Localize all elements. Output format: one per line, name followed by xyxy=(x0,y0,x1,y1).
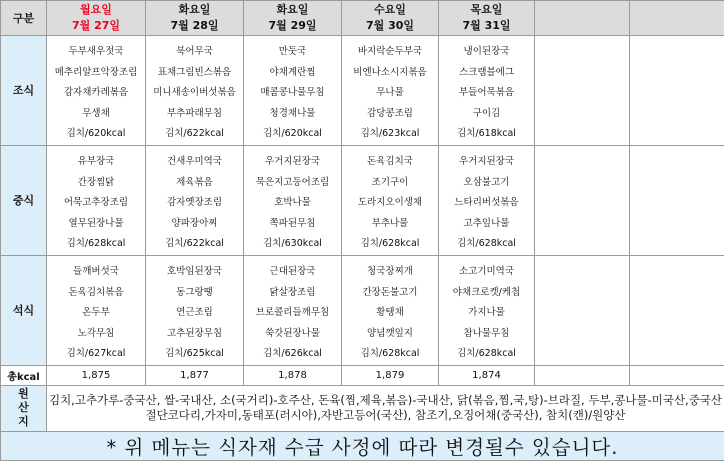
menu-item: 두부새우젓국 xyxy=(47,42,145,63)
menu-item: 김치/627kcal xyxy=(47,344,145,365)
meal-row-lunch xyxy=(1,145,724,255)
menu-cell xyxy=(439,145,535,255)
menu-cell xyxy=(244,255,342,365)
menu-item: 비엔나소시지볶음 xyxy=(342,63,438,84)
menu-item: 무생채 xyxy=(47,104,145,125)
day-header-thu xyxy=(342,1,439,36)
menu-item: 감자옛장조림 xyxy=(146,193,243,214)
origin-label-char: 지 xyxy=(1,415,46,429)
calorie-total: 1,878 xyxy=(244,365,342,385)
menu-item: 부추파래무침 xyxy=(146,104,243,125)
day-name: 화요일 xyxy=(146,2,243,18)
calorie-total: 1,874 xyxy=(439,365,535,385)
day-date: 7월 29일 xyxy=(244,18,341,34)
menu-cell xyxy=(47,255,146,365)
empty-cell xyxy=(630,365,724,385)
menu-item: 북어무국 xyxy=(146,42,243,63)
menu-item: 들깨버섯국 xyxy=(47,262,145,283)
day-date: 7월 30일 xyxy=(342,18,438,34)
day-header-wed xyxy=(244,1,342,36)
day-name: 월요일 xyxy=(47,2,145,18)
menu-item: 김치/623kcal xyxy=(342,124,438,145)
menu-cell xyxy=(342,255,439,365)
menu-item: 느타리버섯볶음 xyxy=(439,193,534,214)
day-date: 7월 27일 xyxy=(47,18,145,34)
menu-item: 김치/620kcal xyxy=(244,124,341,145)
menu-item: 근대된장국 xyxy=(244,262,341,283)
empty-cell xyxy=(630,145,724,255)
menu-item: 김치/628kcal xyxy=(439,344,534,365)
menu-item: 고추잎나물 xyxy=(439,214,534,235)
menu-item: 양념깻잎지 xyxy=(342,324,438,345)
menu-cell xyxy=(342,145,439,255)
menu-cell xyxy=(439,36,535,146)
menu-item: 김치/620kcal xyxy=(47,124,145,145)
empty-cell xyxy=(535,365,630,385)
menu-item: 청국장찌개 xyxy=(342,262,438,283)
menu-item: 우거지된장국 xyxy=(439,152,534,173)
empty-cell xyxy=(535,36,630,146)
day-name: 수요일 xyxy=(342,2,438,18)
meal-row-dinner xyxy=(1,255,724,365)
calorie-total: 1,875 xyxy=(47,365,146,385)
empty-header-cell xyxy=(630,1,724,36)
menu-item: 참나물무침 xyxy=(439,324,534,345)
day-date: 7월 28일 xyxy=(146,18,243,34)
notice-row xyxy=(1,431,724,460)
menu-item: 브로콜리들깨무침 xyxy=(244,303,341,324)
menu-item: 어묵고추장조림 xyxy=(47,193,145,214)
menu-item: 감자채카레볶음 xyxy=(47,83,145,104)
menu-item: 도라지오이생채 xyxy=(342,193,438,214)
notice-text: * 위 메뉴는 식자재 수급 사정에 따라 변경될수 있습니다. xyxy=(1,431,724,460)
menu-item: 양파장아찌 xyxy=(146,214,243,235)
menu-item: 매콤콩나물무침 xyxy=(244,83,341,104)
menu-item: 고추된장무침 xyxy=(146,324,243,345)
menu-cell xyxy=(342,36,439,146)
menu-item: 만둣국 xyxy=(244,42,341,63)
empty-cell xyxy=(535,255,630,365)
menu-item: 미니새송이버섯볶음 xyxy=(146,83,243,104)
menu-item: 돈육김치볶음 xyxy=(47,283,145,304)
empty-cell xyxy=(630,255,724,365)
empty-cell xyxy=(630,36,724,146)
menu-item: 김치/626kcal xyxy=(244,344,341,365)
menu-item: 쑥갓된장나물 xyxy=(244,324,341,345)
menu-item: 부들어묵볶음 xyxy=(439,83,534,104)
menu-cell xyxy=(146,255,244,365)
menu-item: 우거지된장국 xyxy=(244,152,341,173)
calorie-total: 1,879 xyxy=(342,365,439,385)
empty-header-cell xyxy=(535,1,630,36)
menu-item: 메추리알프악장조림 xyxy=(47,63,145,84)
menu-item: 청경채나물 xyxy=(244,104,341,125)
menu-item: 호박임된장국 xyxy=(146,262,243,283)
menu-item: 동그랑땡 xyxy=(146,283,243,304)
header-label: 구분 xyxy=(1,1,47,36)
menu-item: 감당콩조림 xyxy=(342,104,438,125)
menu-item: 냉이된장국 xyxy=(439,42,534,63)
origin-row xyxy=(1,385,724,431)
menu-cell xyxy=(439,255,535,365)
meal-row-breakfast xyxy=(1,36,724,146)
menu-item: 부추나물 xyxy=(342,214,438,235)
menu-item: 건새우미역국 xyxy=(146,152,243,173)
menu-item: 조기구이 xyxy=(342,173,438,194)
empty-cell xyxy=(535,145,630,255)
menu-item: 스크램블에그 xyxy=(439,63,534,84)
menu-item: 간장찜닭 xyxy=(47,173,145,194)
day-name: 목요일 xyxy=(439,2,534,18)
menu-item: 무나물 xyxy=(342,83,438,104)
menu-item: 간장돈불고기 xyxy=(342,283,438,304)
menu-item: 김치/628kcal xyxy=(342,344,438,365)
header-row xyxy=(1,1,724,36)
origin-label-char: 원 xyxy=(1,387,46,401)
menu-item: 김치/630kcal xyxy=(244,234,341,255)
menu-item: 김치/628kcal xyxy=(342,234,438,255)
menu-cell xyxy=(47,145,146,255)
calorie-label: 총kcal xyxy=(1,365,47,385)
meal-label: 석식 xyxy=(1,255,47,365)
menu-item: 닭살장조림 xyxy=(244,283,341,304)
menu-cell xyxy=(47,36,146,146)
menu-item: 묵은지고등어조림 xyxy=(244,173,341,194)
menu-item: 호박나물 xyxy=(244,193,341,214)
menu-item: 황탱채 xyxy=(342,303,438,324)
menu-item: 돈육김치국 xyxy=(342,152,438,173)
menu-item: 연근조림 xyxy=(146,303,243,324)
menu-item: 김치/628kcal xyxy=(47,234,145,255)
menu-item: 표채그림빈스볶음 xyxy=(146,63,243,84)
menu-item: 김치/628kcal xyxy=(439,234,534,255)
menu-cell xyxy=(146,36,244,146)
meal-label: 중식 xyxy=(1,145,47,255)
calorie-total: 1,877 xyxy=(146,365,244,385)
calorie-row xyxy=(1,365,724,385)
day-header-mon xyxy=(47,1,146,36)
menu-item: 열무된장나물 xyxy=(47,214,145,235)
menu-item: 바지락순두부국 xyxy=(342,42,438,63)
menu-item: 가지나물 xyxy=(439,303,534,324)
menu-item: 구이김 xyxy=(439,104,534,125)
menu-item: 노각무침 xyxy=(47,324,145,345)
day-header-tue xyxy=(146,1,244,36)
menu-item: 김치/618kcal xyxy=(439,124,534,145)
menu-item: 유부장국 xyxy=(47,152,145,173)
menu-item: 온두부 xyxy=(47,303,145,324)
meal-label: 조식 xyxy=(1,36,47,146)
menu-item: 김치/622kcal xyxy=(146,234,243,255)
day-header-fri xyxy=(439,1,535,36)
menu-cell xyxy=(244,36,342,146)
origin-text: 김치,고추가루-중국산, 쌀-국내산, 소(국거리)-호주산, 돈육(찜,제육,볶음)-국내산, 닭(볶음,찜,국,탕)-브라질, 두부,콩나물-미국산,중국산 절단코다리,가자미,동태포(러시아),자반고등어(국산), 참조기,오징어채(중국산), 참치(캔)/원양산 xyxy=(47,385,724,431)
menu-item: 쪽파된무침 xyxy=(244,214,341,235)
menu-cell xyxy=(244,145,342,255)
menu-item: 소고기미역국 xyxy=(439,262,534,283)
day-name: 화요일 xyxy=(244,2,341,18)
menu-item: 제육볶음 xyxy=(146,173,243,194)
menu-item: 야채계란찜 xyxy=(244,63,341,84)
origin-label xyxy=(1,385,47,431)
menu-item: 김치/625kcal xyxy=(146,344,243,365)
origin-label-char: 산 xyxy=(1,401,46,415)
menu-item: 오삼불고기 xyxy=(439,173,534,194)
menu-cell xyxy=(146,145,244,255)
day-date: 7월 31일 xyxy=(439,18,534,34)
menu-item: 김치/622kcal xyxy=(146,124,243,145)
menu-item: 야채크로켓/케첩 xyxy=(439,283,534,304)
